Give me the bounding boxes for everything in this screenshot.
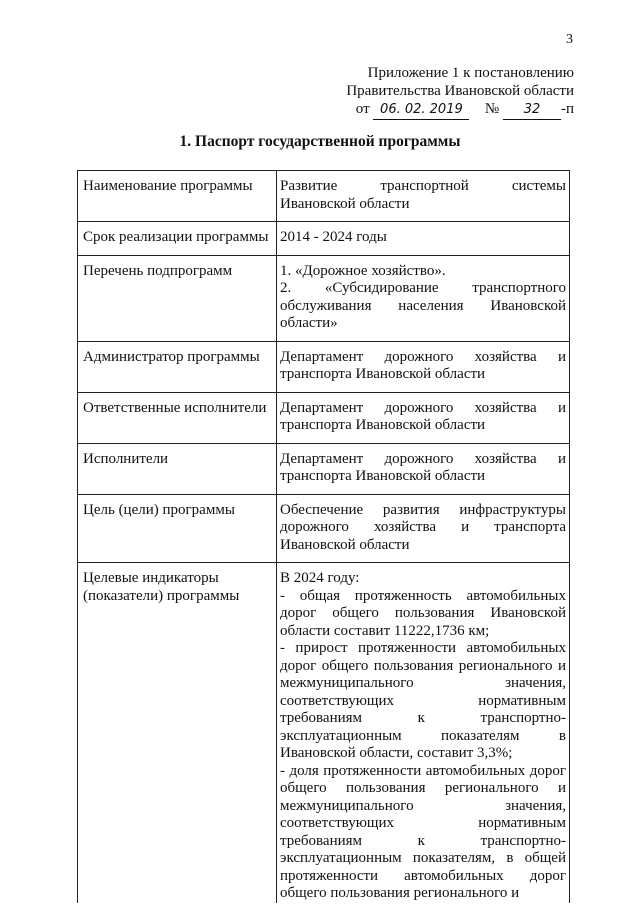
value-line: 1. «Дорожное хозяйство».: [280, 262, 446, 279]
value-line: - прирост протяженности автомобильных дорог общего пользования регионального и межмуниципального значения, соответствующих нормативным требованиям к транспортно-эксплуатационным показателям в Ивановской области, составит 3,3%;: [280, 640, 566, 761]
row-label: Исполнители: [78, 443, 277, 494]
row-label: Ответственные исполнители: [78, 392, 277, 443]
handwritten-date: 06. 02. 2019: [373, 101, 469, 120]
program-passport-table: [77, 170, 570, 903]
value-line: 2. «Субсидирование транспортного обслуживания населения Ивановской области»: [280, 280, 566, 331]
value-line: Департамент дорожного хозяйства и транспорта Ивановской области: [280, 399, 566, 433]
value-line: Департамент дорожного хозяйства и транспорта Ивановской области: [280, 348, 566, 382]
row-value: [277, 392, 570, 443]
row-value: [277, 171, 570, 222]
appendix-header: [274, 64, 574, 120]
table-row: [78, 255, 570, 341]
appendix-date-number: [274, 100, 574, 120]
table-row: [78, 494, 570, 563]
row-label: Наименование программы: [78, 171, 277, 222]
row-label: Срок реализации программы: [78, 222, 277, 256]
value-line: - доля протяженности автомобильных дорог общего пользования регионального и межмуниципального значения, соответствующих нормативным требованиям к транспортно-эксплуатационным показателям, в общей протяженности автомобильных дорог общего пользования регионального и: [280, 762, 566, 901]
row-value: [277, 341, 570, 392]
row-value: [277, 222, 570, 256]
table-row: [78, 392, 570, 443]
value-line: Развитие транспортной системы Ивановской области: [280, 178, 566, 212]
row-label: Целевые индикаторы (показатели) программы: [78, 563, 277, 903]
value-line: Департамент дорожного хозяйства и транспорта Ивановской области: [280, 450, 566, 484]
value-line: - общая протяженность автомобильных дорог общего пользования Ивановской области составит 11222,1736 км;: [280, 587, 566, 639]
row-label: Администратор программы: [78, 341, 277, 392]
row-value: [277, 563, 570, 903]
appendix-line-1: Приложение 1 к постановлению: [367, 65, 574, 81]
row-value: [277, 443, 570, 494]
row-value: [277, 255, 570, 341]
from-label: от: [355, 101, 370, 117]
value-line: Обеспечение развития инфраструктуры дорожного хозяйства и транспорта Ивановской области: [280, 501, 566, 553]
number-label: №: [484, 101, 500, 117]
value-line: В 2024 году:: [280, 570, 360, 586]
table-row: [78, 563, 570, 903]
row-value: [277, 494, 570, 563]
table-row: [78, 171, 570, 222]
page-number: 3: [566, 32, 573, 47]
table-row: [78, 341, 570, 392]
table-row: [78, 443, 570, 494]
appendix-line-2: Правительства Ивановской области: [346, 83, 574, 99]
row-label: Перечень подпрограмм: [78, 255, 277, 341]
number-suffix: -п: [560, 101, 574, 117]
table-row: [78, 222, 570, 256]
document-title: 1. Паспорт государственной программы: [179, 133, 461, 150]
value-line: 2014 - 2024 годы: [280, 229, 387, 245]
handwritten-number: 32: [503, 101, 561, 120]
row-label: Цель (цели) программы: [78, 494, 277, 563]
